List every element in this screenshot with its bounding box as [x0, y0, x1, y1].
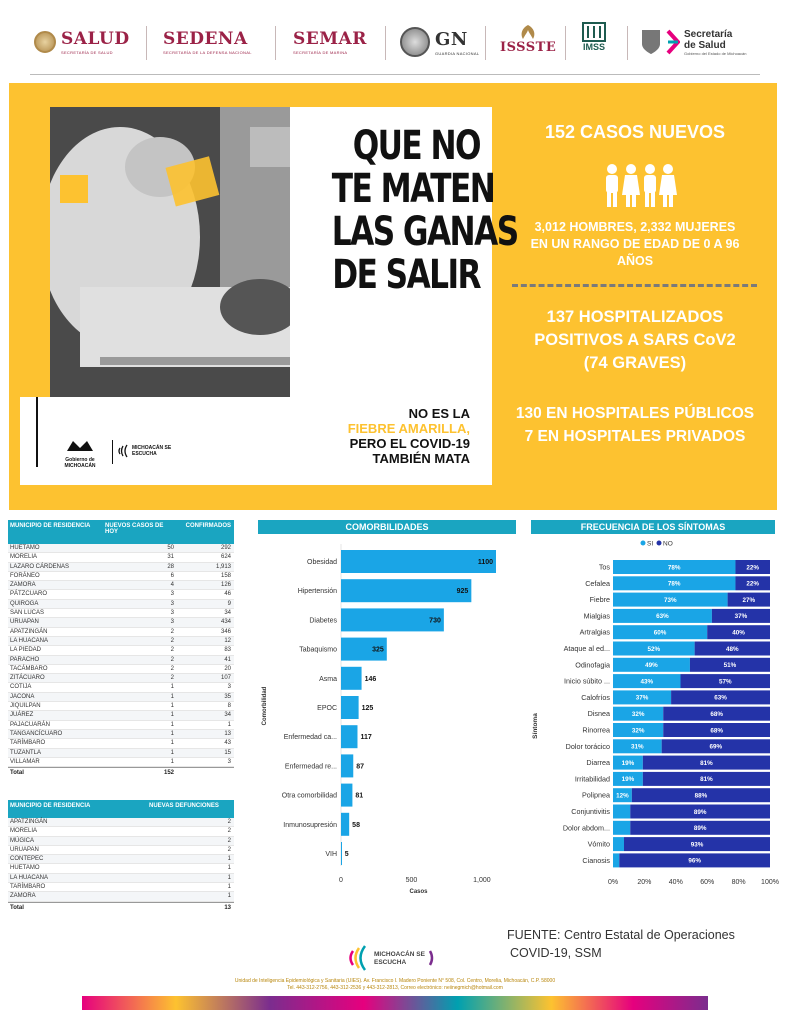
hospitalized-stat: 137 HOSPITALIZADOS POSITIVOS A SARS CoV2 (74 GRAVES): [534, 308, 736, 372]
people-group-icon: [602, 163, 678, 209]
new-cases-cell: 2: [170, 675, 174, 682]
new-cases-cell: 2: [170, 628, 174, 635]
data-label-si: 12%: [616, 792, 629, 800]
table-row: [8, 628, 234, 637]
demographics-stat: 3,012 HOMBRES, 2,332 MUJERES EN UN RANGO DE EDAD DE 0 A 96 AÑOS: [530, 220, 740, 268]
y-axis-title: Síntoma: [532, 713, 539, 739]
gn-seal-icon: [400, 27, 430, 57]
confirmed-cell: 624: [220, 554, 231, 561]
table-row: [8, 553, 234, 562]
category-label: Obesidad: [307, 559, 337, 566]
municipio-cell: COTIJA: [10, 684, 32, 691]
x-tick-label: 40%: [668, 879, 683, 886]
footer-escucha-logo: MICHOACÁN SE ESCUCHA: [340, 945, 440, 973]
municipio-cell: QUIROGA: [10, 600, 39, 607]
table-row: [8, 721, 234, 730]
data-label: 925: [456, 588, 469, 596]
table-row: [8, 590, 234, 599]
confirmed-cell: 41: [224, 656, 231, 663]
new-cases-cell: 3: [170, 610, 174, 617]
category-label: Enfermedad re...: [284, 763, 337, 771]
data-label-si: 52%: [647, 645, 661, 653]
table-row: [8, 739, 234, 748]
bar-si: [613, 837, 624, 851]
imss-logo: IMSS: [582, 22, 606, 62]
new-cases-cell: 1: [170, 740, 174, 747]
x-tick-label: 500: [405, 877, 418, 884]
municipio-cell: FORÁNEO: [10, 572, 40, 579]
deaths-cell: 1: [227, 884, 231, 891]
new-cases-cell: 2: [170, 637, 174, 644]
new-cases-stat: 152 CASOS NUEVOS: [544, 122, 726, 142]
cases-table-total: Total 152: [8, 767, 234, 777]
bar: [341, 550, 496, 573]
table-row: [8, 600, 234, 609]
table-row: [8, 665, 234, 674]
table-row: [8, 572, 234, 581]
category-label: Inmunosupresión: [283, 821, 337, 829]
municipio-cell: JACONA: [10, 693, 35, 700]
new-cases-cell: 2: [170, 665, 174, 672]
category-label: Tos: [598, 562, 610, 572]
municipio-cell: CONTEPEC: [10, 856, 44, 863]
category-label: VIH: [325, 851, 337, 858]
table-row: [8, 563, 234, 572]
category-label: Rinorrea: [582, 725, 610, 735]
footer-contact: Unidad de Inteligencia Epidemiológica y Sanitaria (UIES). Av. Francisco I. Madero Poniente N° 508, Col. Centro, Morelia, Michoacán, C.P. 58000 Tel. 443-312-2756, 443-312-2536 y 443-312-2813, Correo electrónico: neiinegmich@hotmail.com: [234, 978, 556, 991]
deaths-table-total: Total 13: [8, 902, 234, 912]
new-cases-cell: 1: [170, 721, 174, 728]
municipio-cell: LA PIEDAD: [10, 647, 42, 654]
new-cases-cell: 6: [170, 572, 174, 579]
new-cases-cell: 3: [170, 600, 174, 607]
municipio-cell: HUETAMO: [10, 545, 40, 551]
bar: [341, 754, 353, 777]
municipio-cell: URUAPAN: [10, 619, 39, 626]
table-row: [8, 637, 234, 646]
imss-emblem-icon: [582, 22, 606, 42]
data-label-no: 93%: [690, 841, 704, 849]
footer-wave-icon: [345, 945, 375, 971]
table-row: [8, 864, 234, 873]
confirmed-cell: 126: [220, 582, 231, 589]
municipio-cell: LAZARO CÁRDENAS: [10, 563, 70, 570]
new-cases-cell: 1: [170, 703, 174, 710]
new-cases-cell: 2: [170, 647, 174, 654]
confirmed-cell: 3: [227, 758, 231, 765]
table-row: [8, 674, 234, 683]
confirmed-cell: 46: [224, 591, 231, 598]
legend-no-label: NO: [663, 540, 673, 548]
data-label-no: 63%: [714, 694, 727, 702]
municipio-cell: PARACHO: [10, 656, 40, 663]
confirmed-cell: 292: [220, 545, 231, 551]
table-row: [8, 837, 234, 846]
legend-si-swatch: [641, 541, 646, 546]
data-label-no: 81%: [700, 759, 713, 767]
semar-logo: SEMAR SECRETARÍA DE MARINA: [293, 29, 367, 55]
data-label-no: 69%: [709, 743, 723, 751]
confirmed-cell: 3: [227, 684, 231, 691]
municipio-cell: VILLAMAR: [10, 758, 40, 765]
category-label: Disnea: [587, 709, 610, 719]
new-cases-cell: 1: [170, 730, 174, 737]
cases-table-body: [8, 544, 234, 767]
data-label-si: 63%: [656, 613, 669, 621]
municipio-cell: JIQUILPAN: [10, 703, 41, 710]
table-row: [8, 883, 234, 892]
data-label-si: 37%: [635, 694, 649, 702]
data-label-no: 57%: [718, 678, 732, 686]
table-row: [8, 702, 234, 711]
y-axis-title: Comorbilidad: [262, 686, 268, 726]
category-label: Mialgias: [583, 611, 610, 621]
confirmed-cell: 8: [227, 703, 231, 710]
salud-logo: SALUD SECRETARÍA DE SALUD: [34, 22, 130, 62]
data-label-no: 40%: [732, 629, 745, 637]
data-label: 58: [352, 821, 360, 829]
category-label: Artralgias: [579, 627, 610, 637]
data-label-si: 73%: [664, 596, 677, 604]
campaign-title: QUE NO TE MATEN LAS GANAS DE SALIR: [331, 123, 518, 298]
new-cases-cell: 1: [170, 758, 174, 765]
table-row: [8, 827, 234, 836]
category-label: Ataque al ed...: [563, 644, 610, 653]
data-label-no: 68%: [710, 711, 723, 718]
table-row: [8, 544, 234, 553]
confirmed-cell: 107: [220, 675, 231, 682]
hospital-type-stat: 130 EN HOSPITALES PÚBLICOS 7 EN HOSPITALES PRIVADOS: [515, 405, 755, 445]
bar: [341, 813, 349, 836]
bar-si: [613, 805, 630, 819]
deaths-cell: 1: [227, 865, 231, 872]
bar: [341, 696, 359, 719]
x-tick-label: 0%: [607, 879, 619, 886]
municipio-cell: LA HUACANA: [10, 637, 49, 644]
deaths-cell: 2: [227, 828, 231, 835]
escucha-logo: MICHOACÁN SE ESCUCHA: [118, 444, 182, 458]
table-row: [8, 656, 234, 665]
x-tick-label: 20%: [637, 879, 652, 886]
data-label-si: 32%: [631, 711, 645, 718]
confirmed-cell: 34: [224, 610, 231, 617]
category-label: Vómito: [587, 839, 610, 849]
confirmed-cell: 35: [224, 693, 231, 700]
table-row: [8, 609, 234, 618]
sedena-logo: SEDENA SECRETARÍA DE LA DEFENSA NACIONAL: [163, 29, 252, 55]
new-cases-cell: 28: [167, 563, 174, 570]
issste-logo: ISSSTE: [500, 24, 556, 64]
category-label: Inicio súbito ...: [564, 676, 610, 686]
municipio-cell: PAJACUARÁN: [10, 721, 50, 728]
data-label-si: 19%: [621, 776, 635, 784]
legend-si-label: SI: [647, 540, 654, 548]
municipio-cell: LA HUACANA: [10, 874, 49, 881]
table-row: [8, 892, 234, 901]
deaths-cell: 2: [227, 846, 231, 853]
table-row: [8, 683, 234, 692]
table-row: [8, 646, 234, 655]
data-label-si: 32%: [631, 727, 645, 735]
bar: [341, 842, 342, 865]
confirmed-cell: 434: [220, 619, 231, 626]
new-cases-cell: 3: [170, 591, 174, 598]
data-label: 125: [361, 705, 374, 712]
data-label-si: 78%: [667, 564, 681, 572]
confirmed-cell: 34: [224, 712, 231, 719]
data-label-no: 27%: [742, 596, 756, 604]
source-note: FUENTE: Centro Estatal de Operaciones COVID-19, SSM: [507, 928, 735, 960]
confirmed-cell: 9: [227, 600, 231, 607]
data-label: 146: [364, 675, 377, 683]
confirmed-cell: 1: [227, 721, 231, 728]
confirmed-cell: 83: [224, 647, 231, 654]
data-label: 87: [356, 763, 365, 771]
confirmed-cell: 43: [224, 740, 231, 747]
data-label-si: 43%: [640, 678, 654, 686]
deaths-cell: 2: [227, 837, 231, 844]
municipio-cell: APATZINGÁN: [10, 819, 48, 825]
bar: [341, 667, 362, 690]
category-label: Irritabilidad: [574, 774, 610, 784]
new-cases-cell: 2: [170, 656, 174, 663]
category-label: Polipnea: [582, 790, 610, 800]
sound-wave-icon: [118, 444, 130, 458]
municipio-cell: MORELIA: [10, 554, 38, 561]
table-row: [8, 758, 234, 767]
stat-divider: [512, 284, 757, 287]
deaths-table-body: [8, 818, 234, 902]
category-label: Fiebre: [589, 595, 610, 605]
data-label-no: 81%: [700, 776, 713, 784]
category-label: Cianosis: [582, 855, 610, 865]
confirmed-cell: 346: [220, 628, 231, 635]
deaths-cell: 1: [227, 874, 231, 881]
data-label-no: 68%: [710, 727, 723, 735]
deaths-cell: 1: [227, 893, 231, 900]
municipio-cell: ZITÁCUARO: [10, 675, 45, 682]
comorbidities-chart: [258, 536, 516, 898]
category-label: Diarrea: [586, 758, 610, 768]
new-cases-cell: 31: [167, 554, 174, 561]
data-label-no: 22%: [746, 580, 760, 588]
comorbidities-chart-title: COMORBILIDADES: [258, 520, 516, 534]
card-rule: [36, 397, 38, 467]
data-label-no: 22%: [746, 564, 760, 572]
gn-logo: GN GUARDIA NACIONAL: [400, 22, 479, 62]
municipio-cell: TACÁMBARO: [10, 665, 48, 672]
symptoms-chart: [531, 536, 781, 898]
category-label: Dolor torácico: [565, 741, 610, 751]
category-label: Asma: [319, 675, 337, 683]
table-row: [8, 618, 234, 627]
data-label-si: 49%: [645, 662, 658, 670]
data-label: 730: [429, 617, 441, 625]
data-label: 81: [355, 792, 364, 800]
deaths-cell: 2: [227, 819, 231, 825]
data-label: 5: [344, 851, 349, 858]
municipio-cell: JUÁREZ: [10, 712, 34, 719]
table-row: [8, 730, 234, 739]
table-row: [8, 855, 234, 864]
municipio-cell: APATZINGÁN: [10, 628, 48, 635]
michoacan-salud-logo: Secretaría de Salud Gobierno del Estado de Michoacán: [640, 22, 746, 62]
data-label-si: 78%: [667, 580, 681, 588]
municipio-cell: HUETAMO: [10, 865, 40, 872]
x-axis-title: Casos: [409, 889, 428, 895]
data-label-no: 48%: [726, 645, 739, 653]
deaths-table: [8, 800, 234, 912]
municipio-cell: TANGANCÍCUARO: [10, 730, 63, 737]
deaths-cell: 1: [227, 856, 231, 863]
bar: [341, 579, 471, 602]
symptoms-chart-title: FRECUENCIA DE LOS SÍNTOMAS: [531, 520, 775, 534]
municipio-cell: PÁTZCUARO: [10, 591, 48, 598]
category-label: Hipertensión: [297, 588, 337, 596]
footer-wave-right-icon: [428, 945, 438, 971]
category-label: EPOC: [317, 705, 337, 712]
bar: [341, 784, 352, 807]
data-label: 1100: [477, 559, 493, 566]
category-label: Diabetes: [309, 617, 337, 625]
table-row: [8, 749, 234, 758]
table-row: [8, 693, 234, 702]
municipio-cell: MÚGICA: [10, 837, 34, 844]
x-tick-label: 60%: [700, 879, 715, 886]
data-label: 325: [372, 646, 384, 654]
municipio-cell: MORELIA: [10, 828, 38, 835]
new-cases-cell: 1: [170, 749, 174, 756]
new-cases-cell: 4: [170, 582, 174, 589]
municipio-cell: TUZANTLA: [10, 749, 42, 756]
issste-emblem-icon: [517, 24, 539, 40]
x-tick-label: 0: [339, 877, 343, 884]
x-tick-label: 1,000: [473, 877, 491, 884]
michoacan-shield-icon: [640, 28, 662, 56]
data-label-si: 31%: [631, 743, 644, 751]
municipio-cell: ZAMORA: [10, 893, 36, 900]
escucha-mark-icon: [666, 28, 680, 56]
table-row: [8, 846, 234, 855]
confirmed-cell: 1,913: [215, 563, 231, 570]
decorative-stripe: [82, 996, 708, 1010]
gov-michoacan-logo: Gobierno de MICHOACÁN: [54, 438, 106, 469]
new-cases-cell: 3: [170, 619, 174, 626]
seal-icon: [34, 31, 56, 53]
municipio-cell: URUAPAN: [10, 846, 39, 853]
new-cases-cell: 1: [170, 693, 174, 700]
x-tick-label: 100%: [761, 879, 779, 886]
confirmed-cell: 20: [224, 665, 231, 672]
gov-emblem-icon: [65, 438, 95, 452]
new-cases-cell: 1: [170, 712, 174, 719]
new-cases-cell: 1: [170, 684, 174, 691]
data-label-no: 51%: [723, 662, 737, 670]
confirmed-cell: 12: [224, 637, 231, 644]
table-row: [8, 711, 234, 720]
deaths-table-header: MUNICIPIO DE RESIDENCIA NUEVAS DEFUNCIONES: [8, 800, 234, 818]
bar-si: [613, 853, 619, 867]
bar-si: [613, 821, 630, 835]
category-label: Odinofagia: [575, 660, 610, 670]
x-tick-label: 80%: [731, 879, 746, 886]
data-label-si: 19%: [621, 759, 635, 767]
confirmed-cell: 13: [224, 730, 231, 737]
confirmed-cell: 15: [224, 749, 231, 756]
cases-table-header: MUNICIPIO DE RESIDENCIA NUEVOS CASOS DE HOY CONFIRMADOS: [8, 520, 234, 544]
table-row: [8, 874, 234, 883]
data-label: 117: [360, 734, 372, 742]
cases-table: [8, 520, 234, 777]
header-logos: [0, 0, 791, 80]
legend-no-swatch: [657, 541, 662, 546]
category-label: Otra comorbilidad: [281, 792, 337, 800]
municipio-cell: TARÍMBARO: [10, 884, 46, 891]
municipio-cell: TARÍMBARO: [10, 740, 46, 747]
bar: [341, 725, 357, 748]
category-label: Dolor abdom...: [562, 823, 610, 833]
data-label-si: 60%: [653, 629, 667, 637]
data-label-no: 37%: [734, 613, 748, 621]
data-label-no: 96%: [688, 857, 701, 865]
data-label-no: 89%: [693, 808, 707, 816]
photo-accent: [20, 107, 50, 397]
category-label: Enfermedad ca...: [283, 734, 337, 742]
confirmed-cell: 158: [220, 572, 231, 579]
data-label-no: 88%: [694, 792, 708, 800]
category-label: Calofríos: [581, 692, 610, 702]
campaign-tagline: NO ES LA FIEBRE AMARILLA, PERO EL COVID-19 TAMBIÉN MATA: [347, 406, 470, 466]
table-row: [8, 581, 234, 590]
campaign-logos: [54, 438, 194, 468]
category-label: Cefalea: [585, 578, 610, 588]
category-label: Conjuntivitis: [571, 807, 610, 816]
new-cases-cell: 50: [167, 545, 174, 551]
data-label-no: 89%: [693, 825, 707, 833]
municipio-cell: SAN LUCAS: [10, 610, 45, 617]
category-label: Tabaquismo: [299, 646, 337, 654]
table-row: [8, 818, 234, 827]
municipio-cell: ZAMORA: [10, 582, 36, 589]
